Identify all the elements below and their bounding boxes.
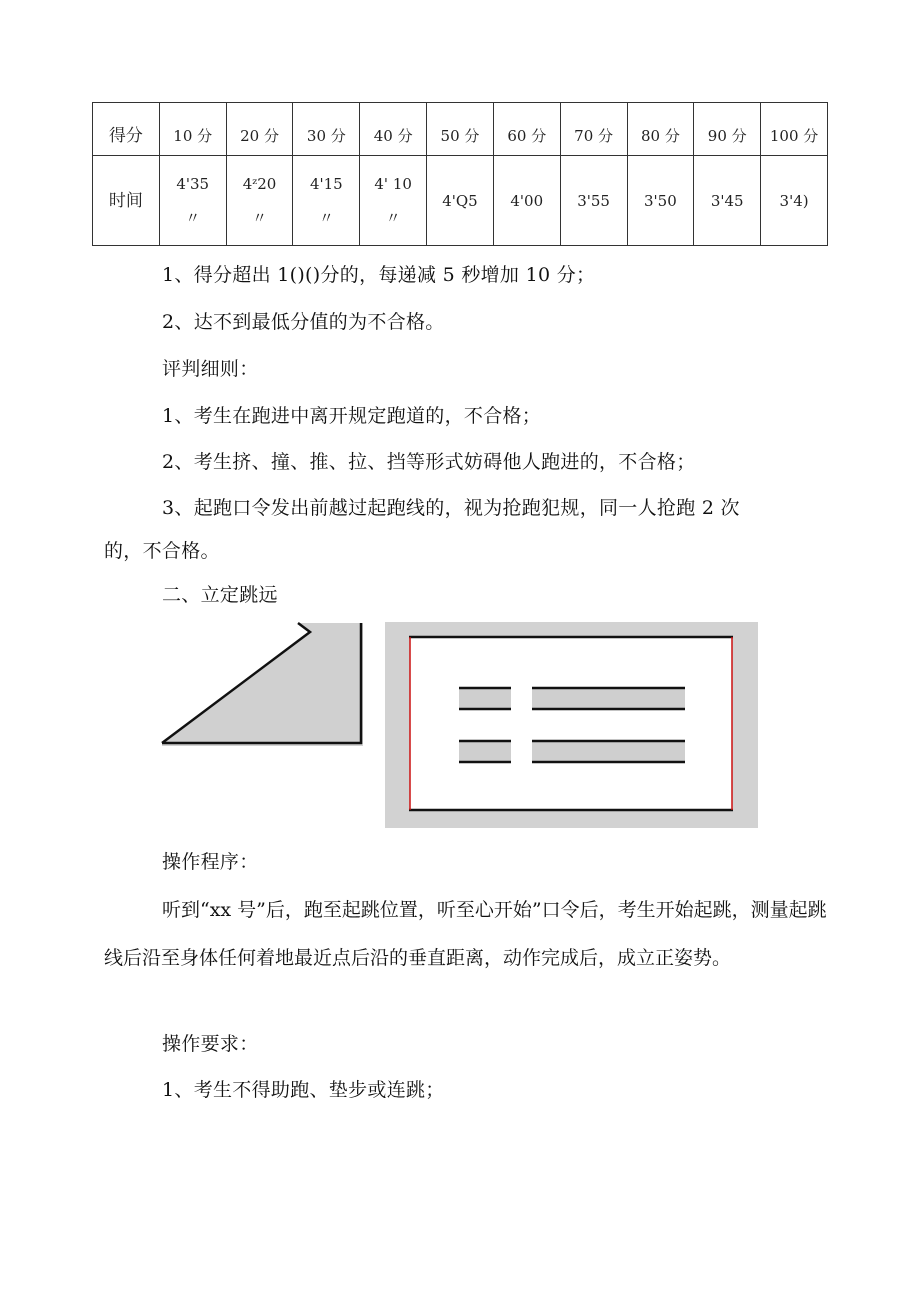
score-row-label: 得分: [93, 103, 160, 156]
judging-line-1: 1、考生在跑进中离开规定跑道的，不合格；: [162, 405, 542, 427]
section-heading-procedure: 操作程序：: [162, 851, 259, 873]
procedure-paragraph: 听到“xx 号”后，跑至起跳位置，听至心开始”口令后，考生开始起跳，测量起跳线后沿至身体任何着地最近点后沿的垂直距离，动作完成后，成立正姿势。: [104, 899, 827, 969]
rule-line-1: 1、得分超出 1()()分的，每递减 5 秒增加 10 分；: [162, 264, 596, 286]
time-cell: 3'4): [761, 156, 828, 246]
score-cell: 70 分: [560, 103, 627, 156]
pit-diagram-left: [160, 620, 365, 746]
time-cell: 4ᶻ20 〃: [226, 156, 293, 246]
score-cell: 90 分: [694, 103, 761, 156]
time-row-label: 时间: [93, 156, 160, 246]
score-cell: 30 分: [293, 103, 360, 156]
requirement-line-1: 1、考生不得助跑、垫步或连跳；: [162, 1079, 445, 1101]
judging-line-3: 3、起跑口令发出前越过起跑线的，视为抢跑犯规，同一人抢跑 2 次: [162, 497, 740, 519]
score-table: [92, 102, 828, 246]
score-cell: 60 分: [493, 103, 560, 156]
time-cell: 4'35 〃: [159, 156, 226, 246]
time-cell: 4' 10 〃: [360, 156, 427, 246]
score-cell: 40 分: [360, 103, 427, 156]
judging-line-3-cont: 的，不合格。: [104, 540, 220, 562]
pit-diagram-right: [385, 622, 758, 828]
time-row: [93, 156, 828, 246]
time-cell: 4'Q5: [427, 156, 494, 246]
rule-line-2: 2、达不到最低分值的为不合格。: [162, 311, 445, 333]
score-cell: 20 分: [226, 103, 293, 156]
score-cell: 80 分: [627, 103, 694, 156]
time-cell: 3'45: [694, 156, 761, 246]
time-cell: 4'00: [493, 156, 560, 246]
time-cell: 3'55: [560, 156, 627, 246]
section-heading-requirements: 操作要求：: [162, 1033, 259, 1055]
time-cell: 4'15 〃: [293, 156, 360, 246]
time-cell: 3'50: [627, 156, 694, 246]
section-heading-standing-jump: 二、立定跳远: [162, 584, 278, 606]
score-cell: 10 分: [159, 103, 226, 156]
judging-line-2: 2、考生挤、撞、推、拉、挡等形式妨碍他人跑进的，不合格；: [162, 451, 696, 473]
score-cell: 50 分: [427, 103, 494, 156]
section-heading-judging: 评判细则：: [162, 358, 259, 380]
score-row: [93, 103, 828, 156]
score-cell: 100 分: [761, 103, 828, 156]
